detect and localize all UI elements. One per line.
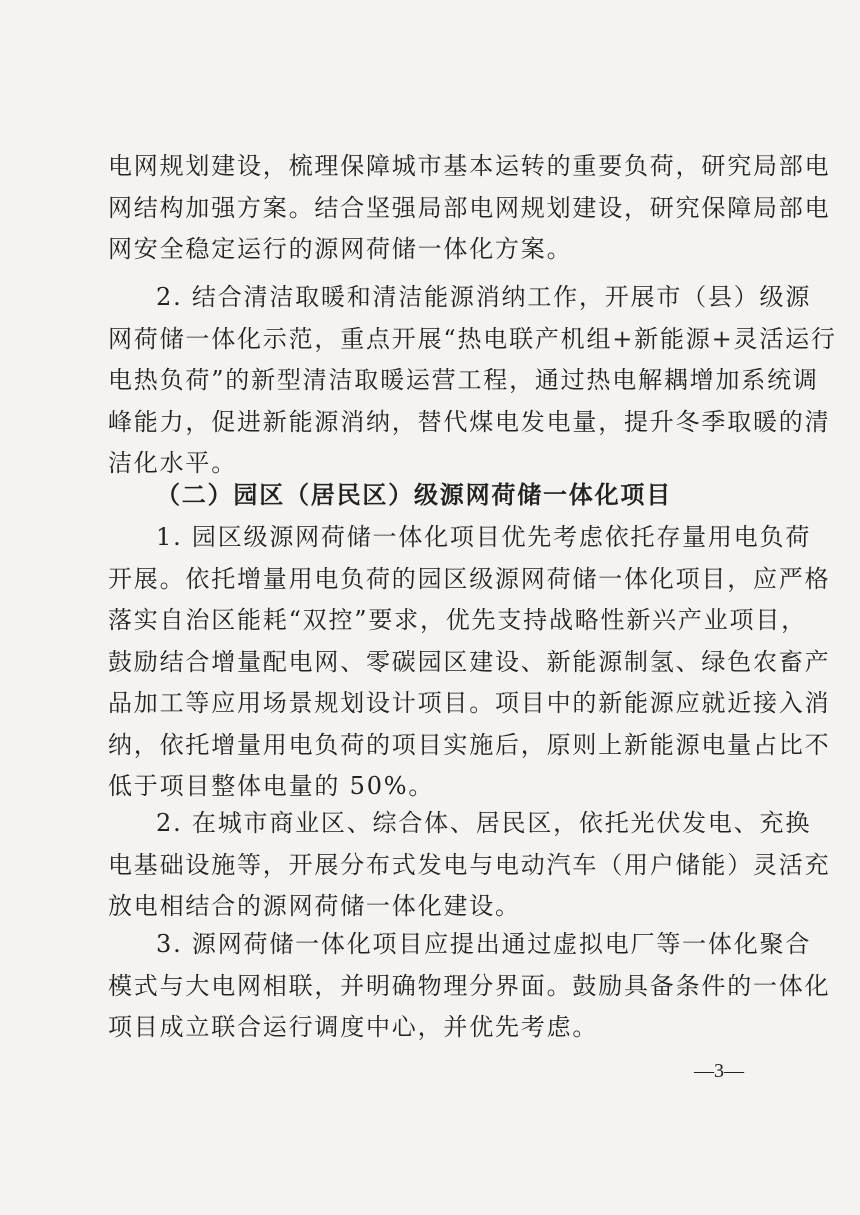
text-line: 低于项目整体电量的 50%。	[108, 772, 435, 800]
text-line: 网荷储一体化示范，重点开展“热电联产机组+新能源+灵活运行	[108, 324, 837, 353]
text-line: 洁化水平。	[108, 449, 237, 477]
text-line: 网安全稳定运行的源网荷储一体化方案。	[108, 235, 573, 263]
paragraph-virtual-power-plant	[108, 924, 831, 1049]
text-line: 开展。依托增量用电负荷的园区级源网荷储一体化项目，应严格	[108, 564, 831, 593]
text-line: 放电相结合的源网荷储一体化建设。	[108, 892, 521, 920]
paragraph-park-projects	[108, 517, 831, 808]
section-heading	[108, 474, 754, 516]
text-line: 3. 源网荷储一体化项目应提出通过虚拟电厂等一体化聚合	[156, 930, 812, 958]
text-line: 落实自治区能耗“双控”要求，优先支持战略性新兴产业项目，	[108, 606, 807, 634]
text-line: 峰能力，促进新能源消纳，替代煤电发电量，提升冬季取暖的清	[108, 407, 831, 436]
section-heading-text: （二）园区（居民区）级源网荷储一体化项目	[156, 480, 672, 509]
text-line: 2. 在城市商业区、综合体、居民区，依托光伏发电、充换	[156, 809, 812, 837]
text-line: 鼓励结合增量配电网、零碳园区建设、新能源制氢、绿色农畜产	[108, 647, 831, 676]
text-line: 模式与大电网相联，并明确物理分界面。鼓励具备条件的一体化	[108, 971, 831, 1000]
paragraph-grid-planning	[108, 146, 831, 271]
text-line: 项目成立联合运行调度中心，并优先考虑。	[108, 1013, 599, 1041]
text-line: 纳，依托增量用电负荷的项目实施后，原则上新能源电量占比不	[108, 730, 831, 759]
text-line: 电热负荷”的新型清洁取暖运营工程，通过热电解耦增加系统调	[108, 366, 819, 394]
text-line: 电网规划建设，梳理保障城市基本运转的重要负荷，研究局部电	[108, 152, 831, 180]
text-line: 1. 园区级源网荷储一体化项目优先考虑依托存量用电负荷	[156, 523, 812, 551]
paragraph-clean-heating	[108, 277, 837, 485]
text-line: 2. 结合清洁取暖和清洁能源消纳工作，开展市（县）级源	[156, 283, 812, 311]
paragraph-urban-distributed	[108, 803, 831, 928]
text-line: 电基础设施等，开展分布式发电与电动汽车（用户储能）灵活充	[108, 850, 831, 879]
text-line: 品加工等应用场景规划设计项目。项目中的新能源应就近接入消	[108, 689, 831, 717]
text-line: 网结构加强方案。结合坚强局部电网规划建设，研究保障局部电	[108, 193, 831, 222]
page-number: —3—	[694, 1060, 744, 1082]
